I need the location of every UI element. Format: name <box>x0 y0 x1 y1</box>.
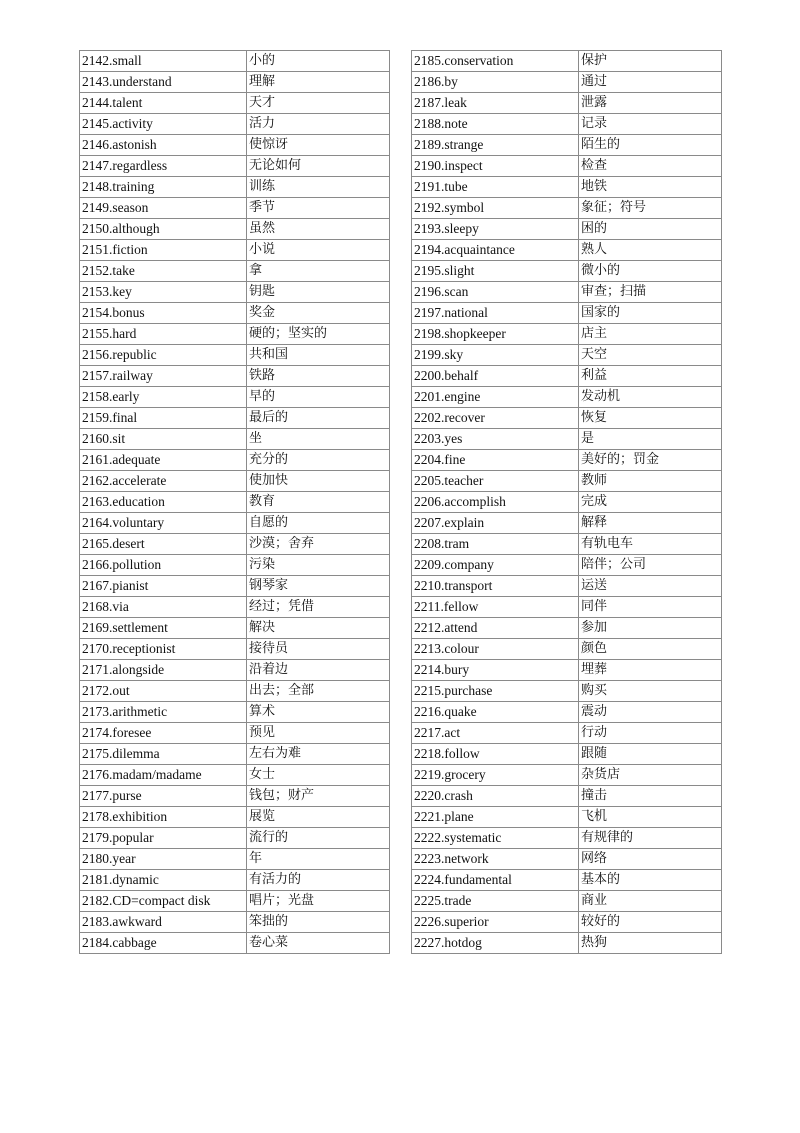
vocab-word: 2205.teacher <box>412 471 579 492</box>
vocab-meaning: 网络 <box>579 849 722 870</box>
table-row <box>80 429 390 450</box>
vocab-meaning: 奖金 <box>247 303 390 324</box>
table-row <box>412 156 722 177</box>
vocab-word: 2147.regardless <box>80 156 247 177</box>
vocab-word: 2142.small <box>80 51 247 72</box>
table-row <box>412 492 722 513</box>
table-row <box>412 765 722 786</box>
vocab-word: 2216.quake <box>412 702 579 723</box>
vocab-table-left-body <box>80 51 390 954</box>
vocab-word: 2226.superior <box>412 912 579 933</box>
vocab-word: 2158.early <box>80 387 247 408</box>
vocab-word: 2220.crash <box>412 786 579 807</box>
table-row <box>80 282 390 303</box>
table-row <box>80 597 390 618</box>
table-row <box>80 534 390 555</box>
vocab-word: 2173.arithmetic <box>80 702 247 723</box>
table-row <box>412 303 722 324</box>
table-row <box>80 807 390 828</box>
vocab-word: 2180.year <box>80 849 247 870</box>
vocab-word: 2193.sleepy <box>412 219 579 240</box>
table-row <box>80 639 390 660</box>
vocab-word: 2160.sit <box>80 429 247 450</box>
vocab-word: 2215.purchase <box>412 681 579 702</box>
table-row <box>412 618 722 639</box>
vocab-word: 2166.pollution <box>80 555 247 576</box>
table-row <box>80 450 390 471</box>
table-row <box>412 408 722 429</box>
vocab-word: 2178.exhibition <box>80 807 247 828</box>
vocab-meaning: 购买 <box>579 681 722 702</box>
table-row <box>80 471 390 492</box>
table-row <box>80 660 390 681</box>
vocab-word: 2208.tram <box>412 534 579 555</box>
table-row <box>412 534 722 555</box>
table-row <box>412 261 722 282</box>
vocab-word: 2182.CD=compact disk <box>80 891 247 912</box>
table-row <box>412 723 722 744</box>
table-row <box>412 660 722 681</box>
vocab-word: 2201.engine <box>412 387 579 408</box>
vocab-meaning: 经过；凭借 <box>247 597 390 618</box>
vocab-meaning: 虽然 <box>247 219 390 240</box>
vocab-word: 2170.receptionist <box>80 639 247 660</box>
table-row <box>80 513 390 534</box>
table-row <box>412 912 722 933</box>
vocab-meaning: 参加 <box>579 618 722 639</box>
vocab-word: 2225.trade <box>412 891 579 912</box>
table-row <box>80 765 390 786</box>
vocab-meaning: 保护 <box>579 51 722 72</box>
table-row <box>412 702 722 723</box>
vocab-meaning: 活力 <box>247 114 390 135</box>
vocab-word: 2190.inspect <box>412 156 579 177</box>
vocab-word: 2197.national <box>412 303 579 324</box>
table-row <box>80 681 390 702</box>
vocab-meaning: 微小的 <box>579 261 722 282</box>
vocab-meaning: 污染 <box>247 555 390 576</box>
table-row <box>412 177 722 198</box>
vocab-word: 2161.adequate <box>80 450 247 471</box>
vocab-meaning: 卷心菜 <box>247 933 390 954</box>
vocab-word: 2167.pianist <box>80 576 247 597</box>
vocab-table-right <box>411 50 722 954</box>
vocab-word: 2213.colour <box>412 639 579 660</box>
vocab-word: 2162.accelerate <box>80 471 247 492</box>
table-row <box>80 156 390 177</box>
vocab-word: 2198.shopkeeper <box>412 324 579 345</box>
vocab-meaning: 困的 <box>579 219 722 240</box>
vocab-word: 2217.act <box>412 723 579 744</box>
table-row <box>80 576 390 597</box>
vocab-word: 2164.voluntary <box>80 513 247 534</box>
vocab-meaning: 基本的 <box>579 870 722 891</box>
vocab-meaning: 左右为难 <box>247 744 390 765</box>
table-row <box>80 870 390 891</box>
table-row <box>412 576 722 597</box>
table-row <box>80 492 390 513</box>
table-row <box>80 555 390 576</box>
vocab-word: 2153.key <box>80 282 247 303</box>
vocab-meaning: 解释 <box>579 513 722 534</box>
table-row <box>80 303 390 324</box>
vocab-meaning: 记录 <box>579 114 722 135</box>
vocab-meaning: 较好的 <box>579 912 722 933</box>
vocab-word: 2224.fundamental <box>412 870 579 891</box>
vocab-meaning: 震动 <box>579 702 722 723</box>
vocab-meaning: 埋葬 <box>579 660 722 681</box>
vocab-meaning: 季节 <box>247 198 390 219</box>
vocab-word: 2179.popular <box>80 828 247 849</box>
vocab-meaning: 热狗 <box>579 933 722 954</box>
table-row <box>80 51 390 72</box>
table-row <box>80 828 390 849</box>
vocab-word: 2151.fiction <box>80 240 247 261</box>
vocab-word: 2221.plane <box>412 807 579 828</box>
vocab-meaning: 预见 <box>247 723 390 744</box>
table-row <box>412 933 722 954</box>
vocab-meaning: 硬的；坚实的 <box>247 324 390 345</box>
vocab-meaning: 沙漠；舍弃 <box>247 534 390 555</box>
table-row <box>80 72 390 93</box>
table-row <box>80 135 390 156</box>
vocab-meaning: 检查 <box>579 156 722 177</box>
vocab-meaning: 小的 <box>247 51 390 72</box>
table-row <box>412 513 722 534</box>
table-row <box>80 240 390 261</box>
vocab-word: 2150.although <box>80 219 247 240</box>
vocab-meaning: 坐 <box>247 429 390 450</box>
vocab-meaning: 拿 <box>247 261 390 282</box>
table-row <box>412 807 722 828</box>
table-row <box>80 618 390 639</box>
table-row <box>80 702 390 723</box>
vocab-meaning: 泄露 <box>579 93 722 114</box>
vocab-word: 2176.madam/madame <box>80 765 247 786</box>
table-row <box>412 450 722 471</box>
vocab-word: 2165.desert <box>80 534 247 555</box>
vocab-meaning: 天才 <box>247 93 390 114</box>
vocab-word: 2206.accomplish <box>412 492 579 513</box>
vocab-word: 2195.slight <box>412 261 579 282</box>
vocab-meaning: 完成 <box>579 492 722 513</box>
vocab-word: 2145.activity <box>80 114 247 135</box>
vocab-meaning: 审查；扫描 <box>579 282 722 303</box>
vocab-meaning: 理解 <box>247 72 390 93</box>
vocab-word: 2149.season <box>80 198 247 219</box>
table-row <box>80 324 390 345</box>
vocab-meaning: 象征；符号 <box>579 198 722 219</box>
vocab-meaning: 充分的 <box>247 450 390 471</box>
table-row <box>412 744 722 765</box>
vocab-meaning: 无论如何 <box>247 156 390 177</box>
vocab-word: 2144.talent <box>80 93 247 114</box>
vocab-meaning: 早的 <box>247 387 390 408</box>
vocab-meaning: 行动 <box>579 723 722 744</box>
table-row <box>80 408 390 429</box>
table-row <box>80 723 390 744</box>
vocab-word: 2177.purse <box>80 786 247 807</box>
vocab-meaning: 解决 <box>247 618 390 639</box>
vocab-meaning: 年 <box>247 849 390 870</box>
vocab-word: 2152.take <box>80 261 247 282</box>
vocab-meaning: 有轨电车 <box>579 534 722 555</box>
vocab-word: 2157.railway <box>80 366 247 387</box>
vocab-word: 2154.bonus <box>80 303 247 324</box>
vocab-meaning: 流行的 <box>247 828 390 849</box>
table-row <box>80 177 390 198</box>
table-row <box>412 219 722 240</box>
table-row <box>412 429 722 450</box>
vocab-table-left <box>79 50 390 954</box>
vocab-meaning: 运送 <box>579 576 722 597</box>
vocab-word: 2227.hotdog <box>412 933 579 954</box>
vocab-word: 2148.training <box>80 177 247 198</box>
vocab-meaning: 恢复 <box>579 408 722 429</box>
table-row <box>412 198 722 219</box>
vocab-meaning: 发动机 <box>579 387 722 408</box>
vocab-word: 2202.recover <box>412 408 579 429</box>
vocab-word: 2175.dilemma <box>80 744 247 765</box>
vocab-word: 2159.final <box>80 408 247 429</box>
vocab-meaning: 通过 <box>579 72 722 93</box>
table-row <box>80 912 390 933</box>
vocab-word: 2168.via <box>80 597 247 618</box>
vocab-meaning: 算术 <box>247 702 390 723</box>
vocab-word: 2192.symbol <box>412 198 579 219</box>
vocab-word: 2184.cabbage <box>80 933 247 954</box>
vocab-meaning: 撞击 <box>579 786 722 807</box>
vocab-meaning: 颜色 <box>579 639 722 660</box>
vocab-meaning: 利益 <box>579 366 722 387</box>
vocab-word: 2189.strange <box>412 135 579 156</box>
vocab-meaning: 使惊讶 <box>247 135 390 156</box>
vocab-meaning: 沿着边 <box>247 660 390 681</box>
vocab-word: 2163.education <box>80 492 247 513</box>
vocab-meaning: 钱包；财产 <box>247 786 390 807</box>
table-row <box>412 639 722 660</box>
vocab-meaning: 杂货店 <box>579 765 722 786</box>
vocab-meaning: 小说 <box>247 240 390 261</box>
table-row <box>412 72 722 93</box>
vocab-meaning: 接待员 <box>247 639 390 660</box>
vocab-meaning: 国家的 <box>579 303 722 324</box>
vocab-word: 2183.awkward <box>80 912 247 933</box>
vocab-meaning: 陌生的 <box>579 135 722 156</box>
table-row <box>412 345 722 366</box>
vocab-meaning: 熟人 <box>579 240 722 261</box>
vocab-meaning: 飞机 <box>579 807 722 828</box>
vocab-word: 2191.tube <box>412 177 579 198</box>
table-row <box>412 870 722 891</box>
vocab-word: 2203.yes <box>412 429 579 450</box>
vocab-meaning: 美好的；罚金 <box>579 450 722 471</box>
vocab-meaning: 跟随 <box>579 744 722 765</box>
vocab-word: 2188.note <box>412 114 579 135</box>
vocab-meaning: 笨拙的 <box>247 912 390 933</box>
vocab-meaning: 唱片；光盘 <box>247 891 390 912</box>
table-row <box>412 891 722 912</box>
vocab-meaning: 店主 <box>579 324 722 345</box>
vocab-meaning: 教师 <box>579 471 722 492</box>
table-row <box>412 681 722 702</box>
table-row <box>80 744 390 765</box>
vocab-word: 2181.dynamic <box>80 870 247 891</box>
table-row <box>412 849 722 870</box>
table-row <box>412 135 722 156</box>
vocab-meaning: 钢琴家 <box>247 576 390 597</box>
vocab-word: 2155.hard <box>80 324 247 345</box>
vocab-word: 2212.attend <box>412 618 579 639</box>
vocab-word: 2210.transport <box>412 576 579 597</box>
vocab-word: 2199.sky <box>412 345 579 366</box>
table-row <box>80 261 390 282</box>
vocab-meaning: 有活力的 <box>247 870 390 891</box>
vocab-word: 2146.astonish <box>80 135 247 156</box>
table-row <box>80 366 390 387</box>
vocab-word: 2171.alongside <box>80 660 247 681</box>
table-row <box>80 114 390 135</box>
vocab-meaning: 钥匙 <box>247 282 390 303</box>
vocab-meaning: 自愿的 <box>247 513 390 534</box>
table-row <box>80 786 390 807</box>
vocab-meaning: 是 <box>579 429 722 450</box>
table-row <box>80 891 390 912</box>
table-row <box>412 324 722 345</box>
table-row <box>412 597 722 618</box>
table-row <box>412 828 722 849</box>
table-row <box>412 555 722 576</box>
table-row <box>412 240 722 261</box>
table-row <box>412 282 722 303</box>
table-row <box>80 93 390 114</box>
vocab-meaning: 商业 <box>579 891 722 912</box>
vocab-meaning: 天空 <box>579 345 722 366</box>
vocab-word: 2207.explain <box>412 513 579 534</box>
vocab-word: 2223.network <box>412 849 579 870</box>
table-row <box>412 93 722 114</box>
vocab-table-right-body <box>412 51 722 954</box>
vocab-word: 2219.grocery <box>412 765 579 786</box>
table-row <box>412 387 722 408</box>
table-row <box>80 933 390 954</box>
vocab-word: 2156.republic <box>80 345 247 366</box>
vocab-word: 2211.fellow <box>412 597 579 618</box>
vocab-word: 2174.foresee <box>80 723 247 744</box>
table-row <box>412 786 722 807</box>
vocab-meaning: 展览 <box>247 807 390 828</box>
vocab-word: 2143.understand <box>80 72 247 93</box>
vocab-meaning: 陪伴；公司 <box>579 555 722 576</box>
vocab-meaning: 铁路 <box>247 366 390 387</box>
table-row <box>80 198 390 219</box>
table-row <box>412 51 722 72</box>
vocab-meaning: 地铁 <box>579 177 722 198</box>
vocab-word: 2204.fine <box>412 450 579 471</box>
vocab-meaning: 出去；全部 <box>247 681 390 702</box>
vocab-meaning: 共和国 <box>247 345 390 366</box>
vocab-meaning: 训练 <box>247 177 390 198</box>
vocab-meaning: 女士 <box>247 765 390 786</box>
vocab-meaning: 有规律的 <box>579 828 722 849</box>
vocab-word: 2218.follow <box>412 744 579 765</box>
vocab-word: 2187.leak <box>412 93 579 114</box>
vocab-word: 2222.systematic <box>412 828 579 849</box>
vocab-word: 2209.company <box>412 555 579 576</box>
vocab-word: 2172.out <box>80 681 247 702</box>
vocab-word: 2200.behalf <box>412 366 579 387</box>
table-row <box>412 114 722 135</box>
vocab-word: 2196.scan <box>412 282 579 303</box>
vocab-meaning: 教育 <box>247 492 390 513</box>
table-row <box>412 366 722 387</box>
vocab-word: 2169.settlement <box>80 618 247 639</box>
table-row <box>80 849 390 870</box>
vocab-word: 2214.bury <box>412 660 579 681</box>
vocab-word: 2185.conservation <box>412 51 579 72</box>
table-row <box>80 387 390 408</box>
vocab-word: 2186.by <box>412 72 579 93</box>
table-row <box>80 219 390 240</box>
vocab-meaning: 同伴 <box>579 597 722 618</box>
vocab-word: 2194.acquaintance <box>412 240 579 261</box>
vocab-meaning: 最后的 <box>247 408 390 429</box>
table-row <box>80 345 390 366</box>
table-row <box>412 471 722 492</box>
vocab-meaning: 使加快 <box>247 471 390 492</box>
